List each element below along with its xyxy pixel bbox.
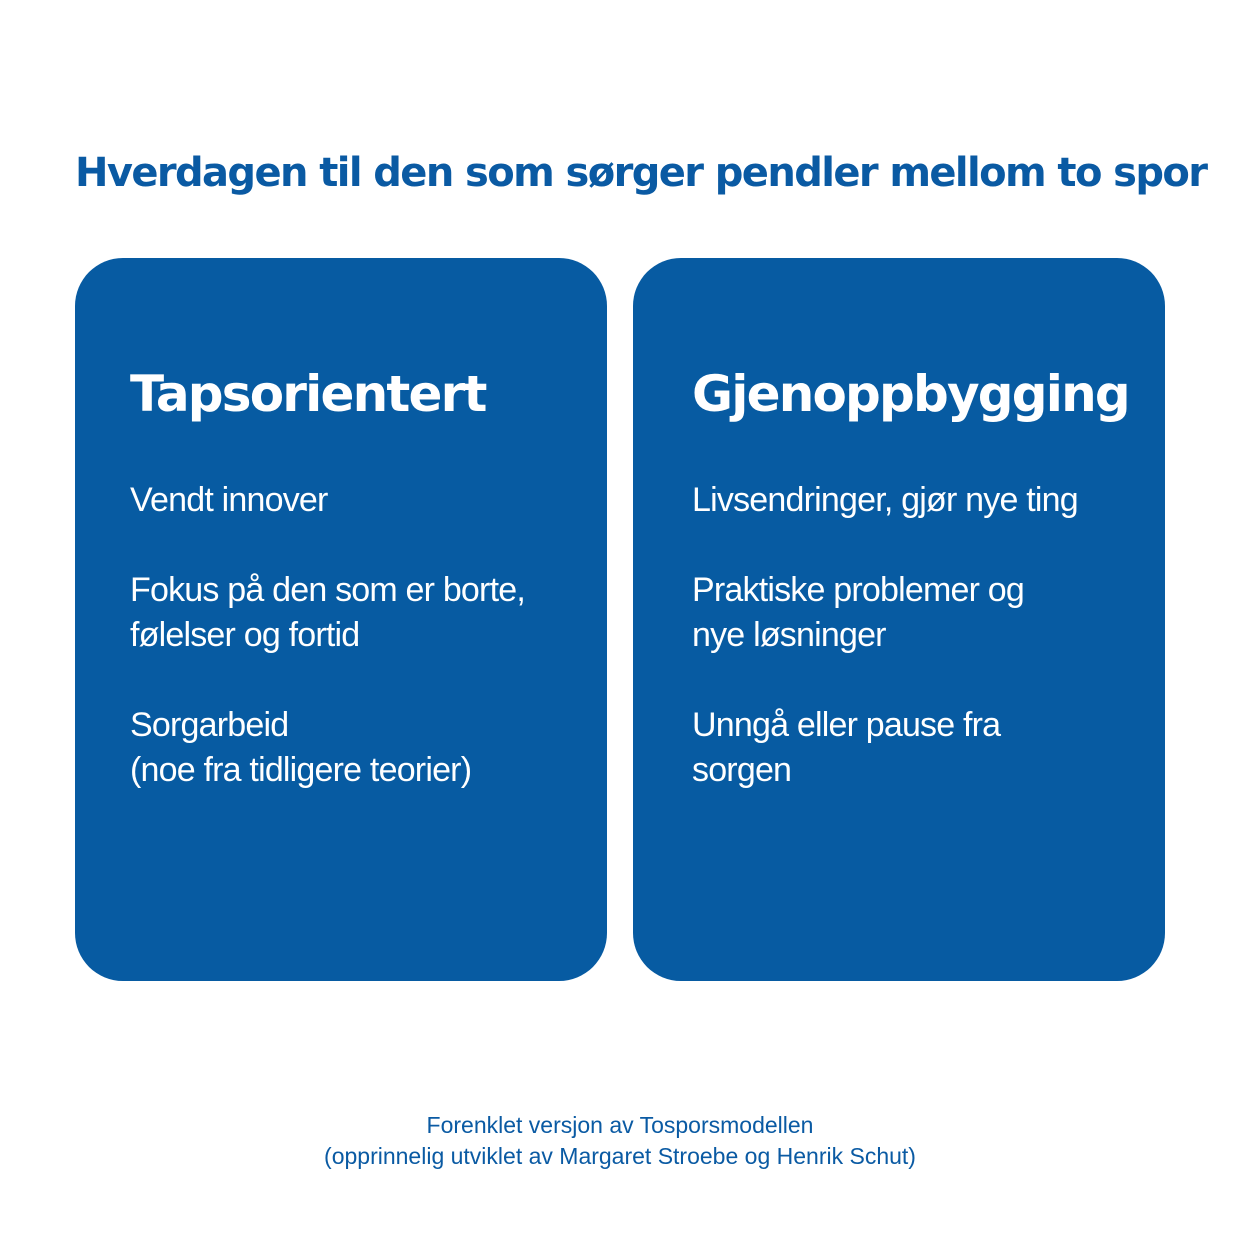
card-item: Sorgarbeid (noe fra tidligere teorier) <box>130 706 472 789</box>
card-item: Unngå eller pause fra sorgen <box>692 706 1001 789</box>
footer-caption <box>0 1110 1240 1172</box>
card-item: Fokus på den som er borte, følelser og fortid <box>130 571 525 654</box>
card-heading: Gjenoppbygging <box>692 365 1129 423</box>
page-title: Hverdagen til den som sørger pendler mellom to spor <box>75 150 1207 196</box>
card-loss-oriented <box>75 258 607 981</box>
card-item: Praktiske problemer og nye løsninger <box>692 571 1024 654</box>
card-item-list <box>692 478 1135 793</box>
card-heading: Tapsorientert <box>130 365 486 423</box>
footer-line-credit: (opprinnelig utviklet av Margaret Stroebe og Henrik Schut) <box>324 1143 916 1169</box>
footer-line-source: Forenklet versjon av Tosporsmodellen <box>426 1112 814 1138</box>
card-item: Livsendringer, gjør nye ting <box>692 481 1078 519</box>
card-item: Vendt innover <box>130 481 328 519</box>
card-restoration-oriented <box>633 258 1165 981</box>
card-item-list <box>130 478 577 793</box>
